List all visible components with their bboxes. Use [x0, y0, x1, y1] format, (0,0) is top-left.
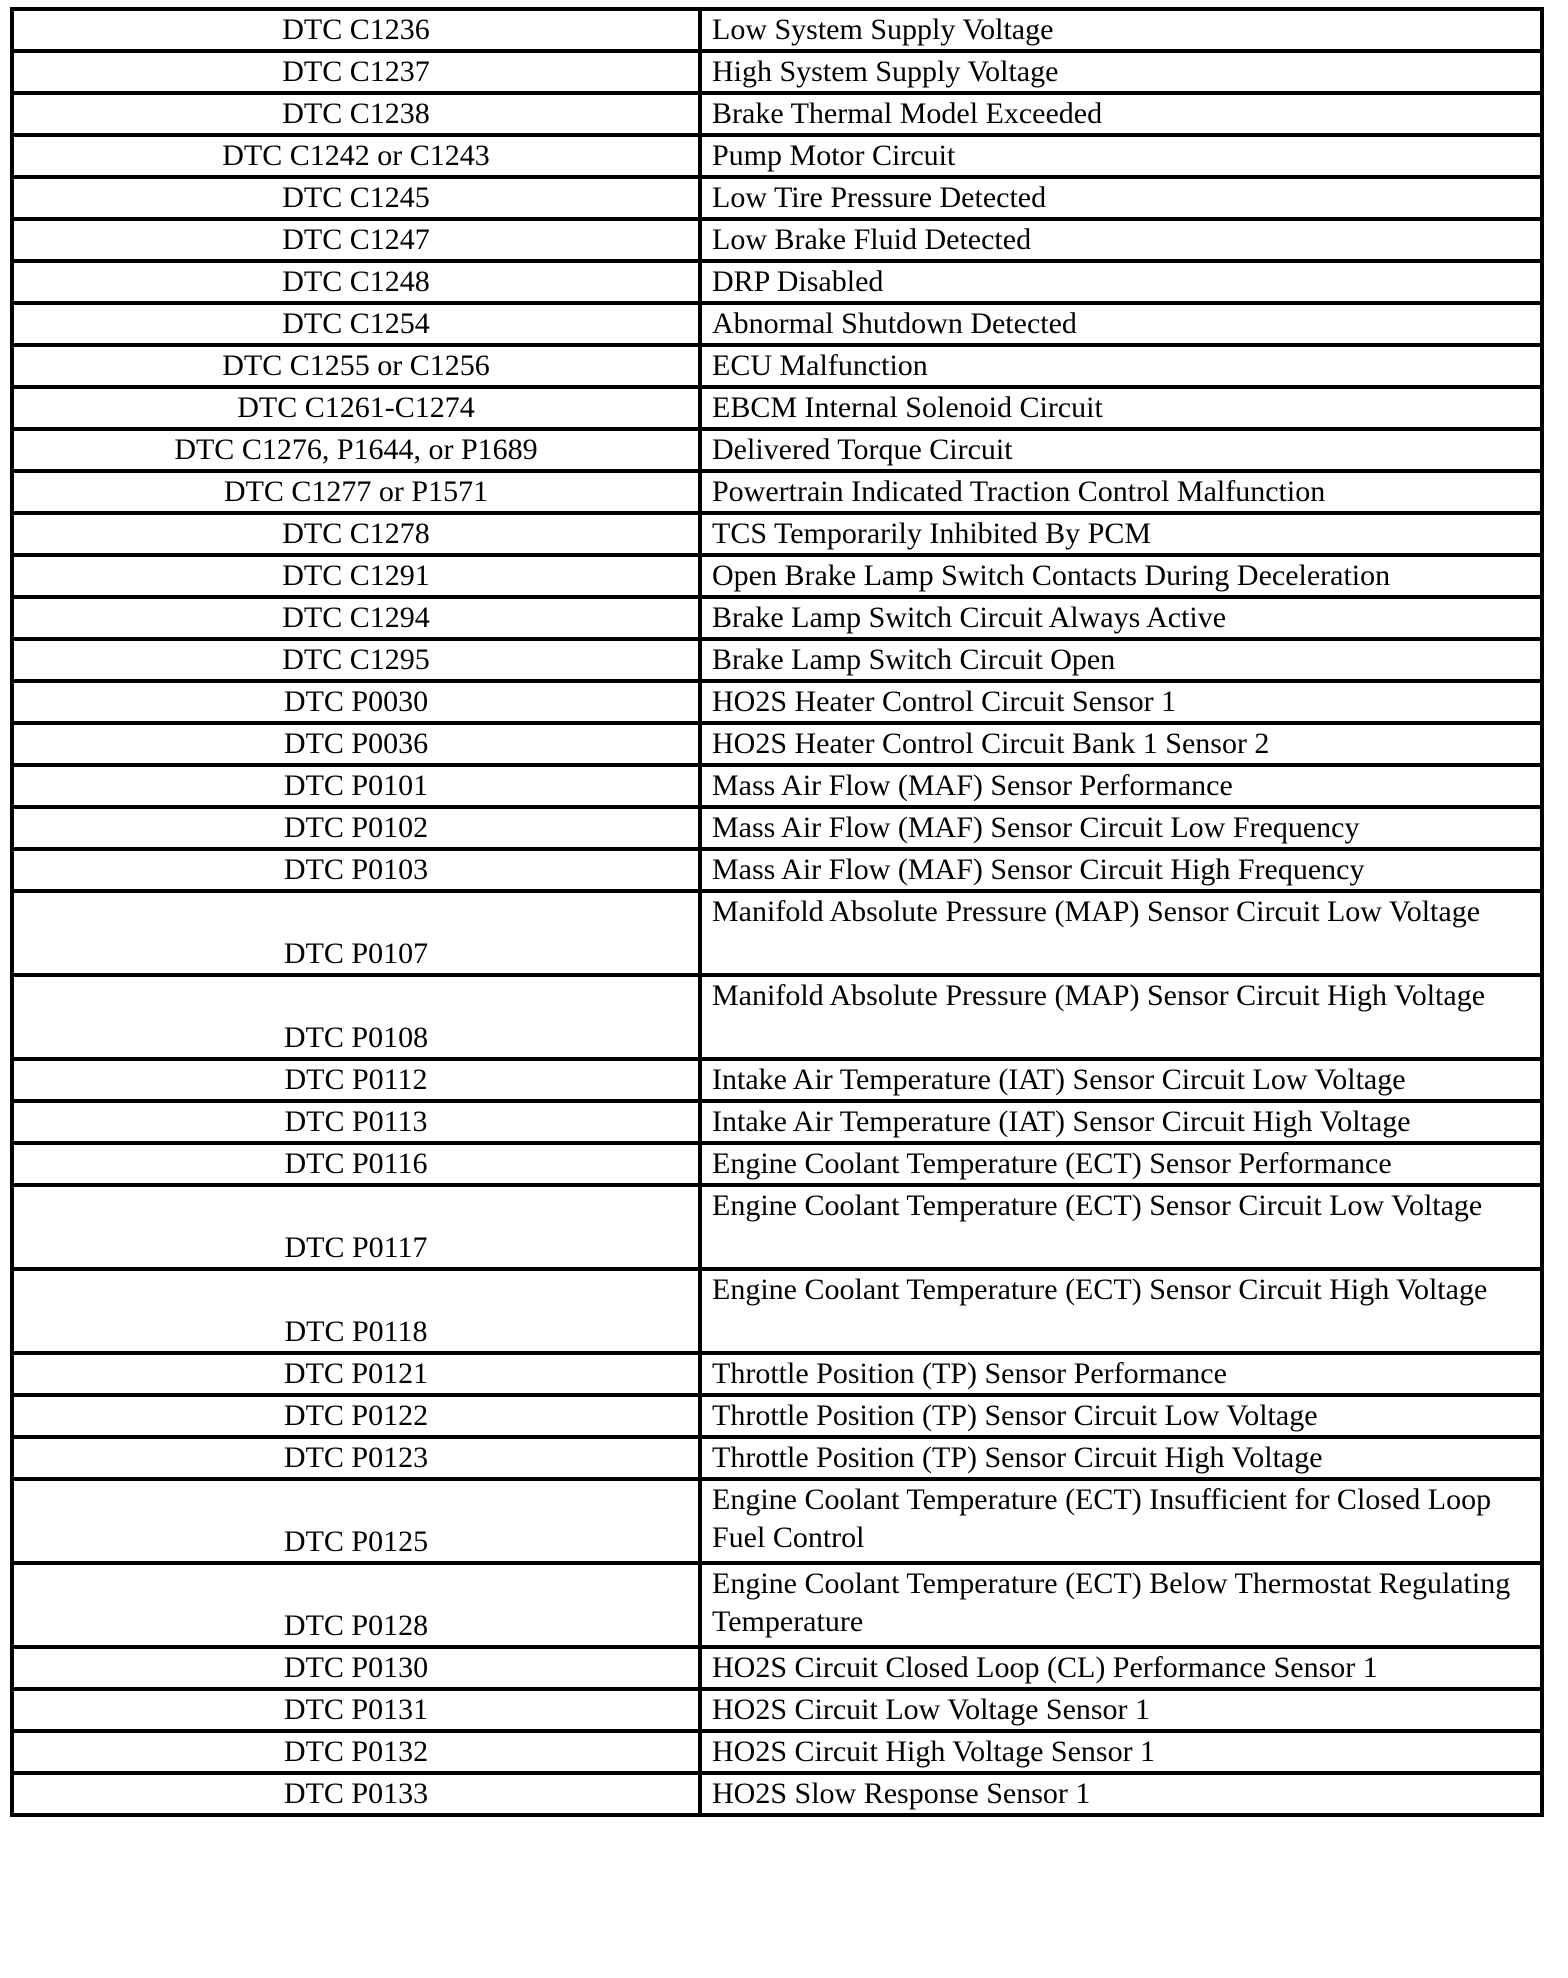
table-row	[12, 345, 1542, 387]
dtc-description-cell: Throttle Position (TP) Sensor Circuit High Voltage	[700, 1437, 1542, 1479]
dtc-description-cell: HO2S Heater Control Circuit Bank 1 Sensor 2	[700, 723, 1542, 765]
table-row	[12, 1773, 1542, 1815]
dtc-description-cell: TCS Temporarily Inhibited By PCM	[700, 513, 1542, 555]
dtc-description-cell: Mass Air Flow (MAF) Sensor Performance	[700, 765, 1542, 807]
table-row	[12, 681, 1542, 723]
dtc-description-cell: Intake Air Temperature (IAT) Sensor Circuit Low Voltage	[700, 1059, 1542, 1101]
dtc-code-cell: DTC P0117	[12, 1185, 700, 1269]
dtc-description-cell: HO2S Slow Response Sensor 1	[700, 1773, 1542, 1815]
dtc-description-cell: HO2S Circuit High Voltage Sensor 1	[700, 1731, 1542, 1773]
dtc-table-body	[12, 9, 1542, 1815]
dtc-code-cell: DTC P0107	[12, 891, 700, 975]
table-row	[12, 9, 1542, 51]
table-row	[12, 723, 1542, 765]
dtc-description-cell: Low Tire Pressure Detected	[700, 177, 1542, 219]
dtc-code-cell: DTC P0118	[12, 1269, 700, 1353]
dtc-code-cell: DTC C1236	[12, 9, 700, 51]
dtc-description-cell: Engine Coolant Temperature (ECT) Sensor Circuit Low Voltage	[700, 1185, 1542, 1269]
dtc-code-cell: DTC C1261-C1274	[12, 387, 700, 429]
dtc-description-cell: Mass Air Flow (MAF) Sensor Circuit High Frequency	[700, 849, 1542, 891]
dtc-description-cell: Mass Air Flow (MAF) Sensor Circuit Low Frequency	[700, 807, 1542, 849]
dtc-description-cell: Throttle Position (TP) Sensor Performance	[700, 1353, 1542, 1395]
dtc-description-cell: HO2S Circuit Low Voltage Sensor 1	[700, 1689, 1542, 1731]
dtc-description-cell: Brake Lamp Switch Circuit Open	[700, 639, 1542, 681]
dtc-code-cell: DTC C1295	[12, 639, 700, 681]
dtc-code-cell: DTC C1294	[12, 597, 700, 639]
dtc-description-cell: Pump Motor Circuit	[700, 135, 1542, 177]
table-row	[12, 513, 1542, 555]
dtc-code-cell: DTC P0121	[12, 1353, 700, 1395]
dtc-description-cell: Low System Supply Voltage	[700, 9, 1542, 51]
table-row	[12, 639, 1542, 681]
dtc-code-cell: DTC C1238	[12, 93, 700, 135]
table-row	[12, 135, 1542, 177]
dtc-code-cell: DTC C1254	[12, 303, 700, 345]
dtc-description-cell: Engine Coolant Temperature (ECT) Sensor Performance	[700, 1143, 1542, 1185]
dtc-description-cell: Manifold Absolute Pressure (MAP) Sensor Circuit High Voltage	[700, 975, 1542, 1059]
table-row	[12, 1143, 1542, 1185]
dtc-description-cell: Powertrain Indicated Traction Control Malfunction	[700, 471, 1542, 513]
dtc-code-cell: DTC C1255 or C1256	[12, 345, 700, 387]
dtc-description-cell: DRP Disabled	[700, 261, 1542, 303]
dtc-code-cell: DTC C1248	[12, 261, 700, 303]
table-row	[12, 1185, 1542, 1269]
dtc-table	[10, 7, 1544, 1817]
dtc-code-cell: DTC P0108	[12, 975, 700, 1059]
table-row	[12, 891, 1542, 975]
dtc-code-cell: DTC P0036	[12, 723, 700, 765]
table-row	[12, 555, 1542, 597]
table-row	[12, 303, 1542, 345]
dtc-description-cell: Open Brake Lamp Switch Contacts During Deceleration	[700, 555, 1542, 597]
table-row	[12, 849, 1542, 891]
dtc-description-cell: Manifold Absolute Pressure (MAP) Sensor Circuit Low Voltage	[700, 891, 1542, 975]
table-row	[12, 1689, 1542, 1731]
dtc-code-cell: DTC P0112	[12, 1059, 700, 1101]
table-row	[12, 1059, 1542, 1101]
dtc-code-cell: DTC P0116	[12, 1143, 700, 1185]
dtc-description-cell: ECU Malfunction	[700, 345, 1542, 387]
table-row	[12, 1437, 1542, 1479]
dtc-description-cell: High System Supply Voltage	[700, 51, 1542, 93]
table-row	[12, 429, 1542, 471]
table-row	[12, 975, 1542, 1059]
dtc-description-cell: HO2S Heater Control Circuit Sensor 1	[700, 681, 1542, 723]
table-row	[12, 597, 1542, 639]
dtc-code-cell: DTC P0122	[12, 1395, 700, 1437]
dtc-code-cell: DTC C1291	[12, 555, 700, 597]
table-row	[12, 177, 1542, 219]
dtc-description-cell: EBCM Internal Solenoid Circuit	[700, 387, 1542, 429]
table-row	[12, 765, 1542, 807]
dtc-code-cell: DTC P0130	[12, 1647, 700, 1689]
dtc-code-cell: DTC P0103	[12, 849, 700, 891]
dtc-code-cell: DTC C1242 or C1243	[12, 135, 700, 177]
dtc-description-cell: Throttle Position (TP) Sensor Circuit Low Voltage	[700, 1395, 1542, 1437]
dtc-code-cell: DTC C1276, P1644, or P1689	[12, 429, 700, 471]
dtc-code-cell: DTC C1247	[12, 219, 700, 261]
dtc-code-cell: DTC C1277 or P1571	[12, 471, 700, 513]
table-row	[12, 1101, 1542, 1143]
table-row	[12, 1269, 1542, 1353]
table-row	[12, 93, 1542, 135]
dtc-code-cell: DTC P0113	[12, 1101, 700, 1143]
dtc-code-cell: DTC P0131	[12, 1689, 700, 1731]
table-row	[12, 1563, 1542, 1647]
document-page	[10, 7, 1540, 1817]
table-row	[12, 1647, 1542, 1689]
dtc-description-cell: Intake Air Temperature (IAT) Sensor Circuit High Voltage	[700, 1101, 1542, 1143]
dtc-code-cell: DTC P0132	[12, 1731, 700, 1773]
dtc-code-cell: DTC C1245	[12, 177, 700, 219]
dtc-description-cell: Abnormal Shutdown Detected	[700, 303, 1542, 345]
table-row	[12, 261, 1542, 303]
dtc-description-cell: Engine Coolant Temperature (ECT) Sensor Circuit High Voltage	[700, 1269, 1542, 1353]
table-row	[12, 1731, 1542, 1773]
dtc-description-cell: Low Brake Fluid Detected	[700, 219, 1542, 261]
dtc-code-cell: DTC P0125	[12, 1479, 700, 1563]
dtc-description-cell: Brake Lamp Switch Circuit Always Active	[700, 597, 1542, 639]
dtc-description-cell: Engine Coolant Temperature (ECT) Below Thermostat Regulating Temperature	[700, 1563, 1542, 1647]
table-row	[12, 219, 1542, 261]
dtc-description-cell: Delivered Torque Circuit	[700, 429, 1542, 471]
table-row	[12, 387, 1542, 429]
dtc-description-cell: Brake Thermal Model Exceeded	[700, 93, 1542, 135]
dtc-code-cell: DTC P0030	[12, 681, 700, 723]
dtc-code-cell: DTC P0102	[12, 807, 700, 849]
table-row	[12, 51, 1542, 93]
table-row	[12, 807, 1542, 849]
table-row	[12, 471, 1542, 513]
dtc-code-cell: DTC P0123	[12, 1437, 700, 1479]
table-row	[12, 1395, 1542, 1437]
table-row	[12, 1353, 1542, 1395]
dtc-code-cell: DTC P0128	[12, 1563, 700, 1647]
dtc-code-cell: DTC P0133	[12, 1773, 700, 1815]
dtc-description-cell: HO2S Circuit Closed Loop (CL) Performance Sensor 1	[700, 1647, 1542, 1689]
dtc-code-cell: DTC C1237	[12, 51, 700, 93]
dtc-code-cell: DTC P0101	[12, 765, 700, 807]
dtc-description-cell: Engine Coolant Temperature (ECT) Insufficient for Closed Loop Fuel Control	[700, 1479, 1542, 1563]
dtc-code-cell: DTC C1278	[12, 513, 700, 555]
table-row	[12, 1479, 1542, 1563]
